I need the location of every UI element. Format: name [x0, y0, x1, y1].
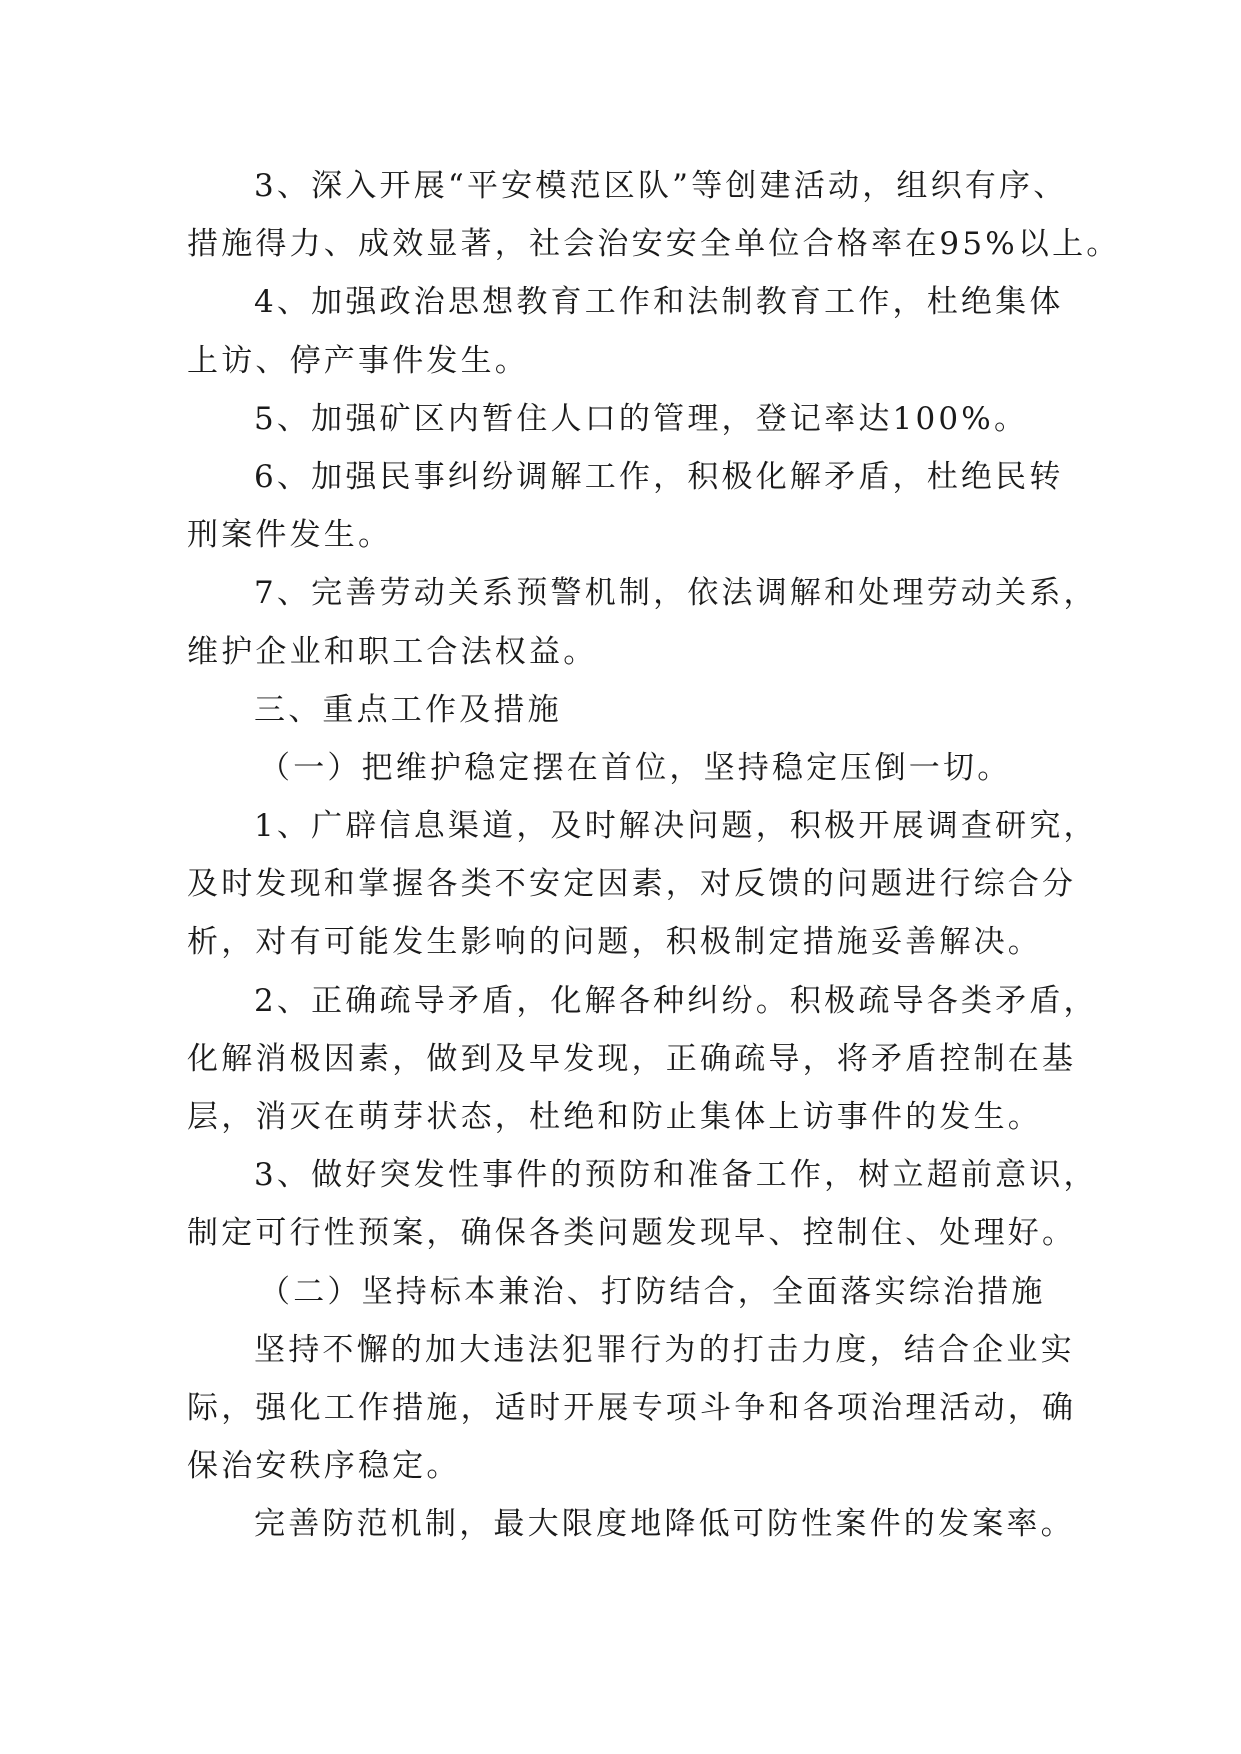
paragraph-line: 完善防范机制，最大限度地降低可防性案件的发案率。 — [254, 1506, 1075, 1543]
paragraph-line: 坚持不懈的加大违法犯罪行为的打击力度，结合企业实 — [254, 1331, 1075, 1368]
subsection-heading: （一）把维护稳定摆在首位，坚持稳定压倒一切。 — [259, 749, 1012, 786]
paragraph-line: 化解消极因素，做到及早发现，正确疏导，将矛盾控制在基 — [187, 1040, 1077, 1077]
paragraph-line: 上访、停产事件发生。 — [187, 342, 529, 379]
paragraph-line: 措施得力、成效显著，社会治安安全单位合格率在95%以上。 — [187, 226, 1121, 263]
paragraph-line: 3、做好突发性事件的预防和准备工作，树立超前意识， — [254, 1157, 1098, 1194]
subsection-heading: （二）坚持标本兼治、打防结合，全面落实综治措施 — [259, 1273, 1046, 1310]
paragraph-line: 1、广辟信息渠道，及时解决问题，积极开展调查研究， — [254, 808, 1098, 845]
paragraph-line: 析，对有可能发生影响的问题，积极制定措施妥善解决。 — [187, 924, 1042, 961]
paragraph-line: 及时发现和掌握各类不安定因素，对反馈的问题进行综合分 — [187, 866, 1077, 903]
paragraph-line: 制定可行性预案，确保各类问题发现早、控制住、处理好。 — [187, 1215, 1077, 1252]
paragraph-line: 维护企业和职工合法权益。 — [187, 633, 598, 670]
paragraph-line: 6、加强民事纠纷调解工作，积极化解矛盾，杜绝民转 — [254, 458, 1064, 495]
paragraph-line: 2、正确疏导矛盾，化解各种纠纷。积极疏导各类矛盾， — [254, 982, 1098, 1019]
paragraph-line: 层，消灭在萌芽状态，杜绝和防止集体上访事件的发生。 — [187, 1099, 1042, 1135]
paragraph-line: 际，强化工作措施，适时开展专项斗争和各项治理活动，确 — [187, 1389, 1077, 1426]
paragraph-line: 4、加强政治思想教育工作和法制教育工作，杜绝集体 — [254, 284, 1064, 321]
paragraph-line: 7、完善劳动关系预警机制，依法调解和处理劳动关系， — [254, 575, 1098, 612]
paragraph-line: 3、深入开展“平安模范区队”等创建活动，组织有序、 — [254, 168, 1068, 204]
paragraph-line: 刑案件发生。 — [187, 517, 393, 554]
section-heading: 三、重点工作及措施 — [254, 691, 562, 728]
paragraph-line: 5、加强矿区内暂住人口的管理，登记率达100%。 — [254, 400, 1029, 437]
paragraph-line: 保治安秩序稳定。 — [187, 1448, 461, 1485]
document-body — [187, 157, 1121, 1554]
